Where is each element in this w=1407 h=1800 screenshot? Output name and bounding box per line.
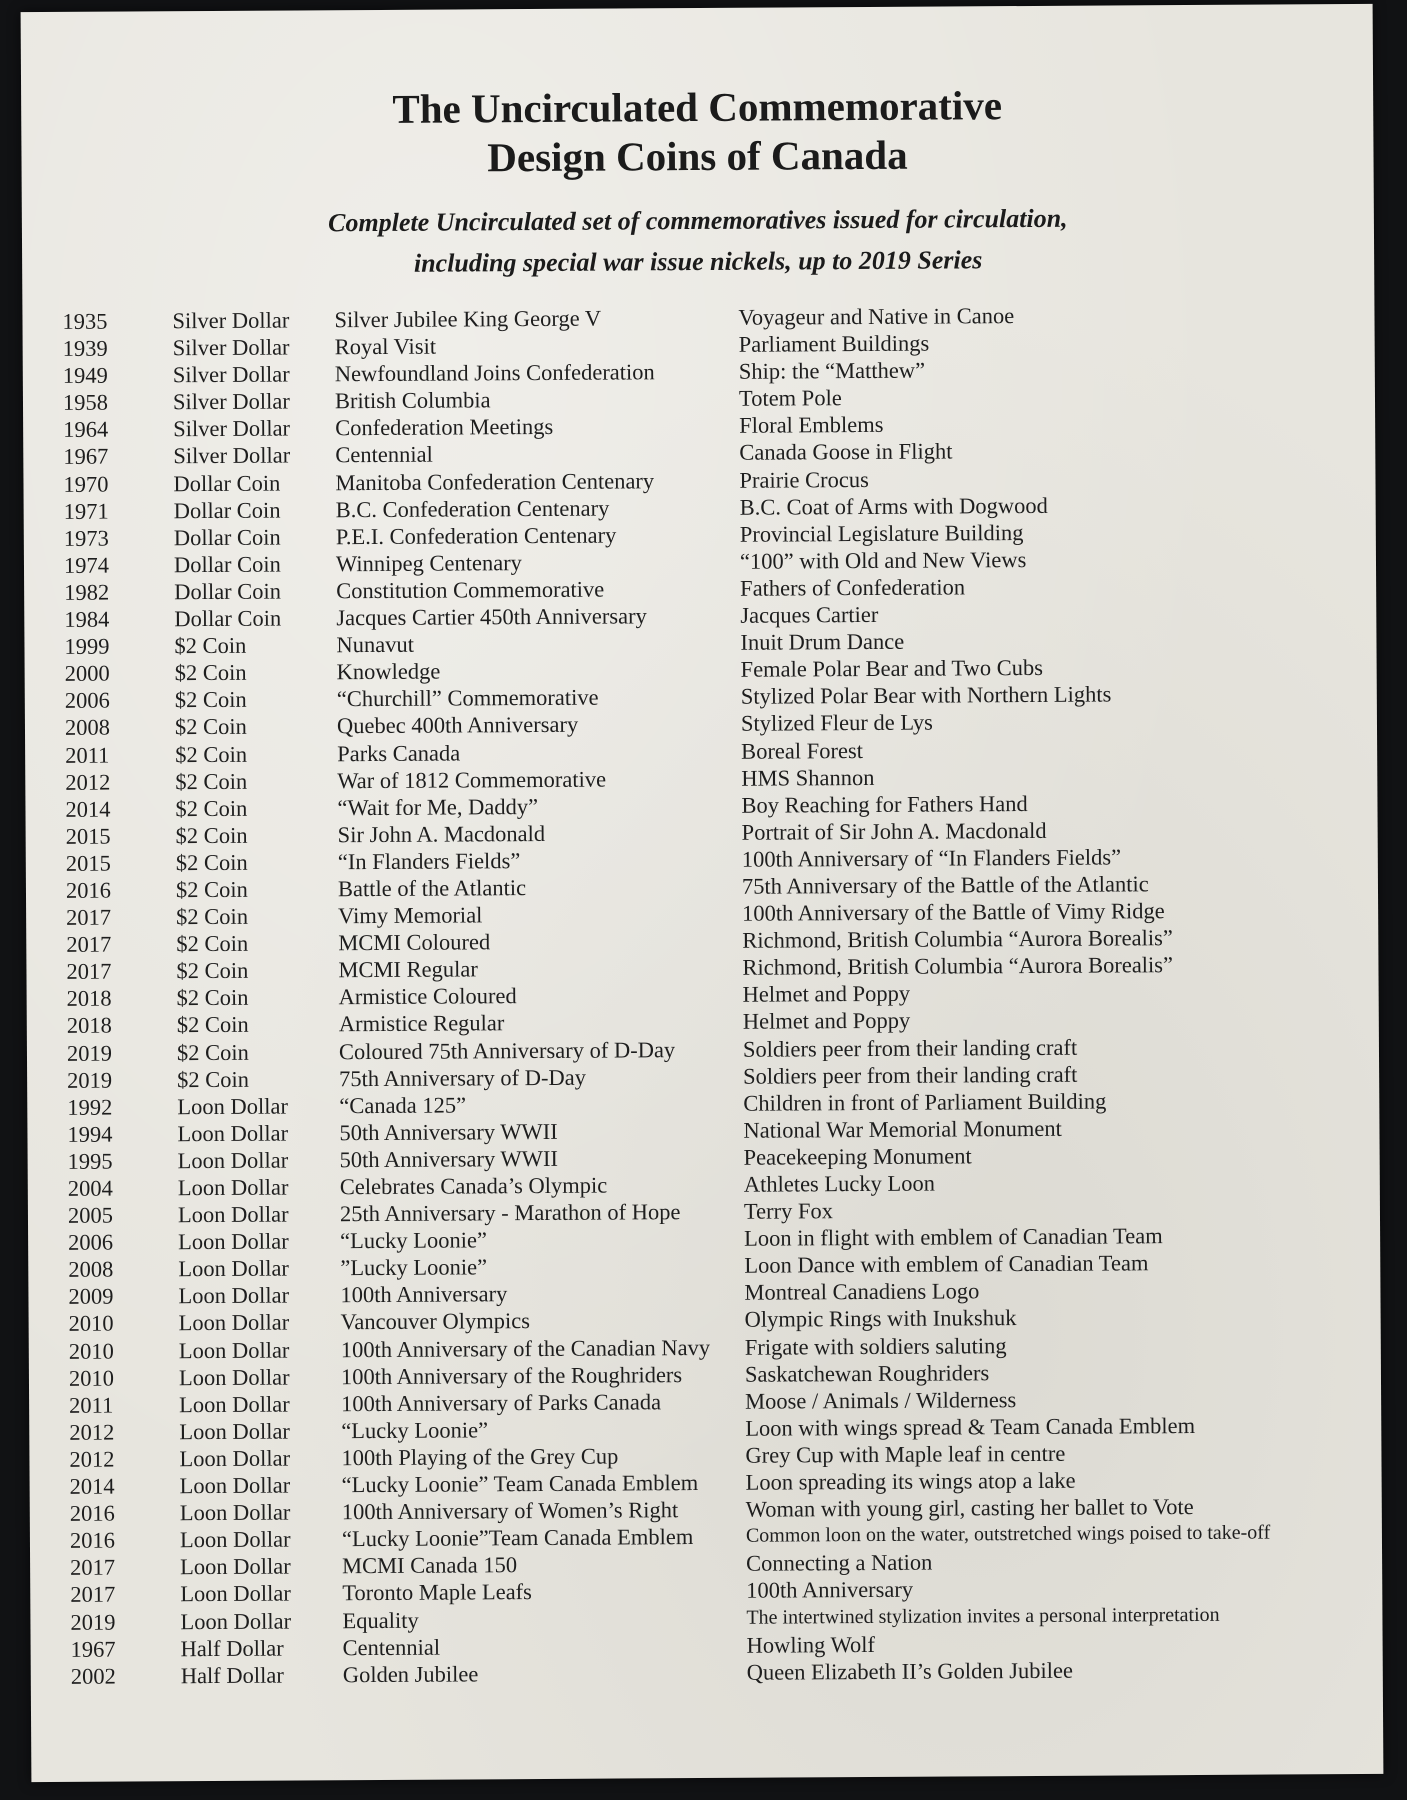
- design-cell: Stylized Fleur de Lys: [740, 709, 933, 737]
- coin-type-cell: $2 Coin: [176, 903, 249, 930]
- coin-type-cell: $2 Coin: [176, 985, 249, 1011]
- design-cell: Helmet and Poppy: [742, 981, 911, 1008]
- year-cell: 2014: [65, 796, 111, 822]
- commemoration-cell: British Columbia: [334, 387, 491, 414]
- coin-type-cell: Loon Dollar: [178, 1309, 290, 1336]
- commemoration-cell: 50th Anniversary WWII: [339, 1118, 558, 1146]
- coin-type-cell: Loon Dollar: [178, 1228, 289, 1255]
- commemoration-cell: 50th Anniversary WWII: [339, 1145, 558, 1173]
- coin-type-cell: $2 Coin: [176, 1012, 249, 1038]
- design-cell: Loon in flight with emblem of Canadian Team: [744, 1223, 1163, 1251]
- design-cell: Grey Cup with Maple leaf in centre: [745, 1440, 1066, 1468]
- coin-type-cell: Loon Dollar: [179, 1391, 290, 1417]
- coin-type-cell: Silver Dollar: [172, 307, 290, 334]
- subtitle-line-1: Complete Uncirculated set of commemoratives issued for circulation,: [328, 203, 1068, 238]
- coin-type-cell: Loon Dollar: [180, 1580, 291, 1607]
- coin-type-cell: Silver Dollar: [173, 442, 291, 469]
- year-cell: 2019: [66, 1040, 113, 1066]
- commemoration-cell: Winnipeg Centenary: [335, 549, 522, 577]
- commemoration-cell: Constitution Commemorative: [336, 576, 605, 604]
- design-cell: Inuit Drum Dance: [740, 628, 905, 655]
- year-cell: 2005: [67, 1202, 114, 1228]
- commemoration-cell: Centennial: [342, 1634, 441, 1660]
- coin-type-cell: Loon Dollar: [178, 1255, 289, 1282]
- year-cell: 2012: [69, 1446, 115, 1472]
- commemoration-cell: Centennial: [335, 442, 433, 468]
- design-cell: Soldiers peer from their landing craft: [743, 1061, 1078, 1089]
- design-cell: Richmond, British Columbia “Aurora Borealis”: [742, 925, 1173, 953]
- design-cell: The intertwined stylization invites a personal interpretation: [746, 1603, 1220, 1629]
- commemoration-cell: “Lucky Loonie”: [341, 1417, 489, 1444]
- commemoration-cell: B.C. Confederation Centenary: [335, 495, 610, 522]
- design-cell: Provincial Legislature Building: [739, 519, 1024, 547]
- commemoration-cell: 75th Anniversary of D-Day: [339, 1064, 587, 1091]
- commemoration-cell: MCMI Regular: [338, 956, 478, 983]
- design-cell: Terry Fox: [743, 1198, 834, 1224]
- coin-type-cell: Loon Dollar: [177, 1147, 289, 1174]
- commemoration-cell: MCMI Coloured: [338, 929, 491, 956]
- design-cell: Peacekeeping Monument: [743, 1143, 972, 1170]
- year-cell: 2018: [66, 985, 112, 1012]
- year-cell: 1970: [63, 471, 109, 497]
- design-cell: Floral Emblems: [739, 412, 884, 439]
- commemoration-cell: “Wait for Me, Daddy”: [337, 793, 539, 820]
- year-cell: 2017: [66, 958, 112, 985]
- year-cell: 2000: [64, 660, 110, 687]
- coin-type-cell: Loon Dollar: [177, 1120, 289, 1147]
- design-cell: Richmond, British Columbia “Aurora Borealis”: [742, 952, 1174, 981]
- design-cell: “100” with Old and New Views: [739, 546, 1027, 574]
- commemoration-cell: War of 1812 Commemorative: [337, 766, 607, 793]
- coin-type-cell: $2 Coin: [174, 687, 247, 713]
- year-cell: 2010: [68, 1338, 114, 1364]
- design-cell: Female Polar Bear and Two Cubs: [740, 655, 1044, 682]
- design-cell: 100th Anniversary of the Battle of Vimy Ridge: [742, 898, 1165, 926]
- year-cell: 1971: [63, 498, 109, 524]
- year-cell: 2015: [65, 823, 111, 849]
- design-cell: Athletes Lucky Loon: [743, 1170, 936, 1197]
- year-cell: 2015: [65, 850, 111, 876]
- design-cell: Ship: the “Matthew”: [738, 357, 926, 384]
- document-subtitle: [22, 196, 1374, 286]
- design-cell: Boy Reaching for Fathers Hand: [741, 790, 1028, 818]
- year-cell: 2016: [65, 877, 112, 903]
- commemoration-cell: 100th Anniversary of Women’s Right: [341, 1497, 679, 1525]
- commemoration-cell: 100th Anniversary of Parks Canada: [341, 1389, 662, 1416]
- year-cell: 2018: [66, 1013, 112, 1039]
- commemoration-cell: “Churchill” Commemorative: [336, 684, 599, 712]
- coin-type-cell: Silver Dollar: [172, 361, 290, 388]
- design-cell: Loon Dance with emblem of Canadian Team: [744, 1250, 1149, 1279]
- title-line-2: Design Coins of Canada: [487, 131, 908, 181]
- coin-type-cell: Loon Dollar: [178, 1364, 290, 1390]
- commemoration-cell: Toronto Maple Leafs: [342, 1579, 532, 1606]
- coin-type-cell: $2 Coin: [174, 659, 247, 686]
- coin-type-cell: $2 Coin: [174, 714, 247, 740]
- coin-type-cell: Loon Dollar: [179, 1445, 291, 1472]
- commemoration-cell: Jacques Cartier 450th Anniversary: [336, 603, 647, 631]
- commemoration-cell: Battle of the Atlantic: [337, 875, 527, 902]
- coin-type-cell: Loon Dollar: [179, 1418, 290, 1445]
- commemoration-cell: 100th Anniversary: [340, 1281, 508, 1308]
- commemoration-cell: Nunavut: [336, 631, 415, 658]
- commemoration-cell: 100th Playing of the Grey Cup: [341, 1443, 619, 1471]
- commemoration-cell: Equality: [342, 1607, 419, 1633]
- coin-type-cell: $2 Coin: [175, 876, 248, 903]
- coin-type-cell: $2 Coin: [175, 822, 248, 848]
- year-cell: 2017: [70, 1582, 116, 1608]
- coin-type-cell: Loon Dollar: [179, 1526, 291, 1553]
- commemoration-cell: ”Lucky Loonie”: [340, 1254, 488, 1281]
- year-cell: 2006: [64, 687, 110, 714]
- design-cell: HMS Shannon: [741, 764, 875, 791]
- design-cell: Canada Goose in Flight: [739, 438, 953, 466]
- year-cell: 1994: [67, 1121, 113, 1147]
- year-cell: 1958: [62, 389, 109, 416]
- design-cell: Common loon on the water, outstretched wings poised to take-off: [745, 1521, 1271, 1547]
- coin-type-cell: Silver Dollar: [172, 334, 290, 361]
- year-cell: 2009: [68, 1283, 114, 1310]
- year-cell: 2011: [65, 742, 110, 768]
- design-cell: 75th Anniversary of the Battle of the Atlantic: [741, 871, 1149, 899]
- design-cell: Connecting a Nation: [746, 1549, 933, 1577]
- coin-type-cell: $2 Coin: [176, 1039, 249, 1065]
- design-cell: Jacques Cartier: [740, 601, 879, 628]
- year-cell: 1949: [62, 362, 108, 389]
- design-cell: Children in front of Parliament Building: [743, 1088, 1107, 1116]
- year-cell: 2019: [70, 1609, 116, 1635]
- coin-list-body: [22, 300, 1382, 1690]
- coin-type-cell: Loon Dollar: [178, 1337, 290, 1363]
- coin-type-cell: Loon Dollar: [177, 1093, 288, 1119]
- coin-type-cell: $2 Coin: [176, 930, 249, 957]
- coin-type-cell: $2 Coin: [175, 849, 248, 876]
- coin-type-cell: Loon Dollar: [179, 1499, 291, 1526]
- year-cell: 2012: [65, 769, 111, 795]
- year-cell: 2010: [68, 1365, 115, 1391]
- design-cell: Frigate with soldiers saluting: [744, 1332, 1007, 1360]
- coin-type-cell: $2 Coin: [176, 958, 249, 984]
- year-cell: 1995: [67, 1148, 113, 1174]
- coin-type-cell: Loon Dollar: [180, 1608, 292, 1634]
- coin-type-cell: Dollar Coin: [174, 605, 282, 632]
- design-cell: Totem Pole: [738, 385, 842, 412]
- coin-type-cell: Loon Dollar: [179, 1472, 291, 1499]
- design-cell: Moose / Animals / Wilderness: [745, 1386, 1017, 1414]
- design-cell: Stylized Polar Bear with Northern Lights: [740, 681, 1112, 710]
- commemoration-cell: “In Flanders Fields”: [337, 847, 521, 875]
- design-cell: Loon spreading its wings atop a lake: [745, 1467, 1076, 1495]
- coin-type-cell: $2 Coin: [174, 632, 247, 659]
- commemoration-cell: 100th Anniversary of the Roughriders: [340, 1361, 683, 1389]
- year-cell: 2016: [69, 1500, 115, 1526]
- coin-type-cell: Loon Dollar: [177, 1201, 289, 1228]
- design-cell: B.C. Coat of Arms with Dogwood: [739, 492, 1048, 520]
- coin-type-cell: Dollar Coin: [173, 524, 281, 550]
- design-cell: National War Memorial Monument: [743, 1115, 1062, 1143]
- coin-type-cell: Loon Dollar: [178, 1282, 290, 1309]
- design-cell: Howling Wolf: [746, 1631, 876, 1658]
- design-cell: Boreal Forest: [741, 737, 864, 764]
- coin-type-cell: Dollar Coin: [173, 470, 281, 496]
- year-cell: 2019: [67, 1067, 113, 1093]
- commemoration-cell: “Canada 125”: [339, 1092, 467, 1118]
- commemoration-cell: Celebrates Canada’s Olympic: [339, 1172, 608, 1200]
- design-cell: 100th Anniversary: [746, 1577, 914, 1604]
- commemoration-cell: Parks Canada: [337, 739, 461, 766]
- design-cell: Saskatchewan Roughriders: [744, 1359, 990, 1387]
- year-cell: 1964: [63, 416, 109, 443]
- year-cell: 1967: [70, 1636, 116, 1662]
- year-cell: 2017: [70, 1554, 116, 1581]
- year-cell: 2016: [69, 1527, 116, 1554]
- commemoration-cell: 25th Anniversary - Marathon of Hope: [339, 1199, 681, 1227]
- commemoration-cell: “Lucky Loonie”: [340, 1227, 488, 1254]
- year-cell: 2006: [68, 1229, 114, 1256]
- title-line-1: The Uncirculated Commemorative: [392, 82, 1003, 132]
- commemoration-cell: MCMI Canada 150: [342, 1552, 518, 1579]
- commemoration-cell: Golden Jubilee: [342, 1661, 479, 1687]
- subtitle-line-2: including special war issue nickels, up to 2019 Series: [413, 245, 983, 278]
- year-cell: 2011: [69, 1392, 114, 1418]
- coin-type-cell: Silver Dollar: [173, 415, 291, 442]
- commemoration-cell: Vimy Memorial: [338, 902, 483, 929]
- coin-type-cell: Silver Dollar: [172, 388, 290, 415]
- commemoration-cell: Armistice Coloured: [338, 983, 517, 1010]
- commemoration-cell: Vancouver Olympics: [340, 1308, 531, 1335]
- coin-type-cell: Dollar Coin: [173, 551, 281, 578]
- year-cell: 2008: [68, 1256, 114, 1283]
- coin-list-table: [22, 300, 1382, 1690]
- coin-type-cell: Loon Dollar: [177, 1174, 289, 1201]
- year-cell: 1967: [63, 444, 109, 470]
- commemoration-cell: Royal Visit: [334, 333, 437, 360]
- year-cell: 2004: [67, 1175, 113, 1201]
- design-cell: 100th Anniversary of “In Flanders Fields”: [741, 844, 1122, 872]
- design-cell: Prairie Crocus: [739, 466, 869, 493]
- design-cell: Olympic Rings with Inukshuk: [744, 1305, 1017, 1333]
- year-cell: 2014: [69, 1473, 115, 1499]
- year-cell: 1982: [64, 579, 110, 605]
- coin-type-cell: $2 Coin: [175, 741, 248, 767]
- commemoration-cell: Confederation Meetings: [335, 414, 554, 441]
- coin-type-cell: Loon Dollar: [180, 1553, 291, 1580]
- design-cell: Helmet and Poppy: [742, 1008, 911, 1035]
- design-cell: Queen Elizabeth II’s Golden Jubilee: [746, 1657, 1073, 1685]
- year-cell: 2017: [66, 931, 112, 958]
- commemoration-cell: “Lucky Loonie”Team Canada Emblem: [341, 1524, 694, 1552]
- commemoration-cell: Armistice Regular: [338, 1010, 505, 1037]
- commemoration-cell: Coloured 75th Anniversary of D-Day: [338, 1036, 676, 1064]
- commemoration-cell: 100th Anniversary of the Canadian Navy: [340, 1334, 711, 1362]
- design-cell: Voyageur and Native in Canoe: [738, 303, 1015, 330]
- design-cell: Woman with young girl, casting her ballet to Vote: [745, 1494, 1194, 1522]
- coin-type-cell: $2 Coin: [175, 795, 248, 821]
- year-cell: 1939: [62, 335, 108, 361]
- design-cell: Soldiers peer from their landing craft: [742, 1034, 1078, 1062]
- coin-type-cell: $2 Coin: [177, 1066, 250, 1092]
- year-cell: 1992: [67, 1094, 113, 1120]
- coin-type-cell: Dollar Coin: [173, 497, 281, 523]
- design-cell: Parliament Buildings: [738, 330, 930, 357]
- year-cell: 2002: [70, 1663, 116, 1689]
- design-cell: Fathers of Confederation: [740, 574, 966, 601]
- paper-sheet: [21, 4, 1384, 1782]
- year-cell: 1999: [64, 633, 110, 660]
- coin-type-cell: Dollar Coin: [174, 578, 282, 605]
- year-cell: 1973: [63, 525, 109, 551]
- commemoration-cell: Manitoba Confederation Centenary: [335, 467, 655, 495]
- coin-type-cell: $2 Coin: [175, 768, 248, 794]
- design-cell: Montreal Canadiens Logo: [744, 1278, 980, 1306]
- year-cell: 2008: [64, 715, 111, 741]
- year-cell: 2010: [68, 1311, 114, 1337]
- commemoration-cell: Knowledge: [336, 658, 441, 685]
- commemoration-cell: “Lucky Loonie” Team Canada Emblem: [341, 1470, 699, 1498]
- document-title: [21, 79, 1374, 185]
- commemoration-cell: Silver Jubilee King George V: [334, 305, 602, 333]
- year-cell: 1974: [63, 552, 110, 578]
- design-cell: Loon with wings spread & Team Canada Emblem: [745, 1412, 1196, 1441]
- year-cell: 2017: [66, 904, 112, 930]
- commemoration-cell: P.E.I. Confederation Centenary: [335, 522, 617, 549]
- coin-type-cell: Half Dollar: [180, 1635, 284, 1661]
- year-cell: 1984: [64, 606, 110, 632]
- coin-type-cell: Half Dollar: [180, 1662, 284, 1688]
- commemoration-cell: Sir John A. Macdonald: [337, 820, 546, 848]
- commemoration-cell: Quebec 400th Anniversary: [336, 712, 579, 739]
- year-cell: 1935: [62, 308, 108, 334]
- design-cell: Portrait of Sir John A. Macdonald: [741, 817, 1047, 845]
- commemoration-cell: Newfoundland Joins Confederation: [334, 359, 655, 387]
- year-cell: 2012: [69, 1419, 115, 1445]
